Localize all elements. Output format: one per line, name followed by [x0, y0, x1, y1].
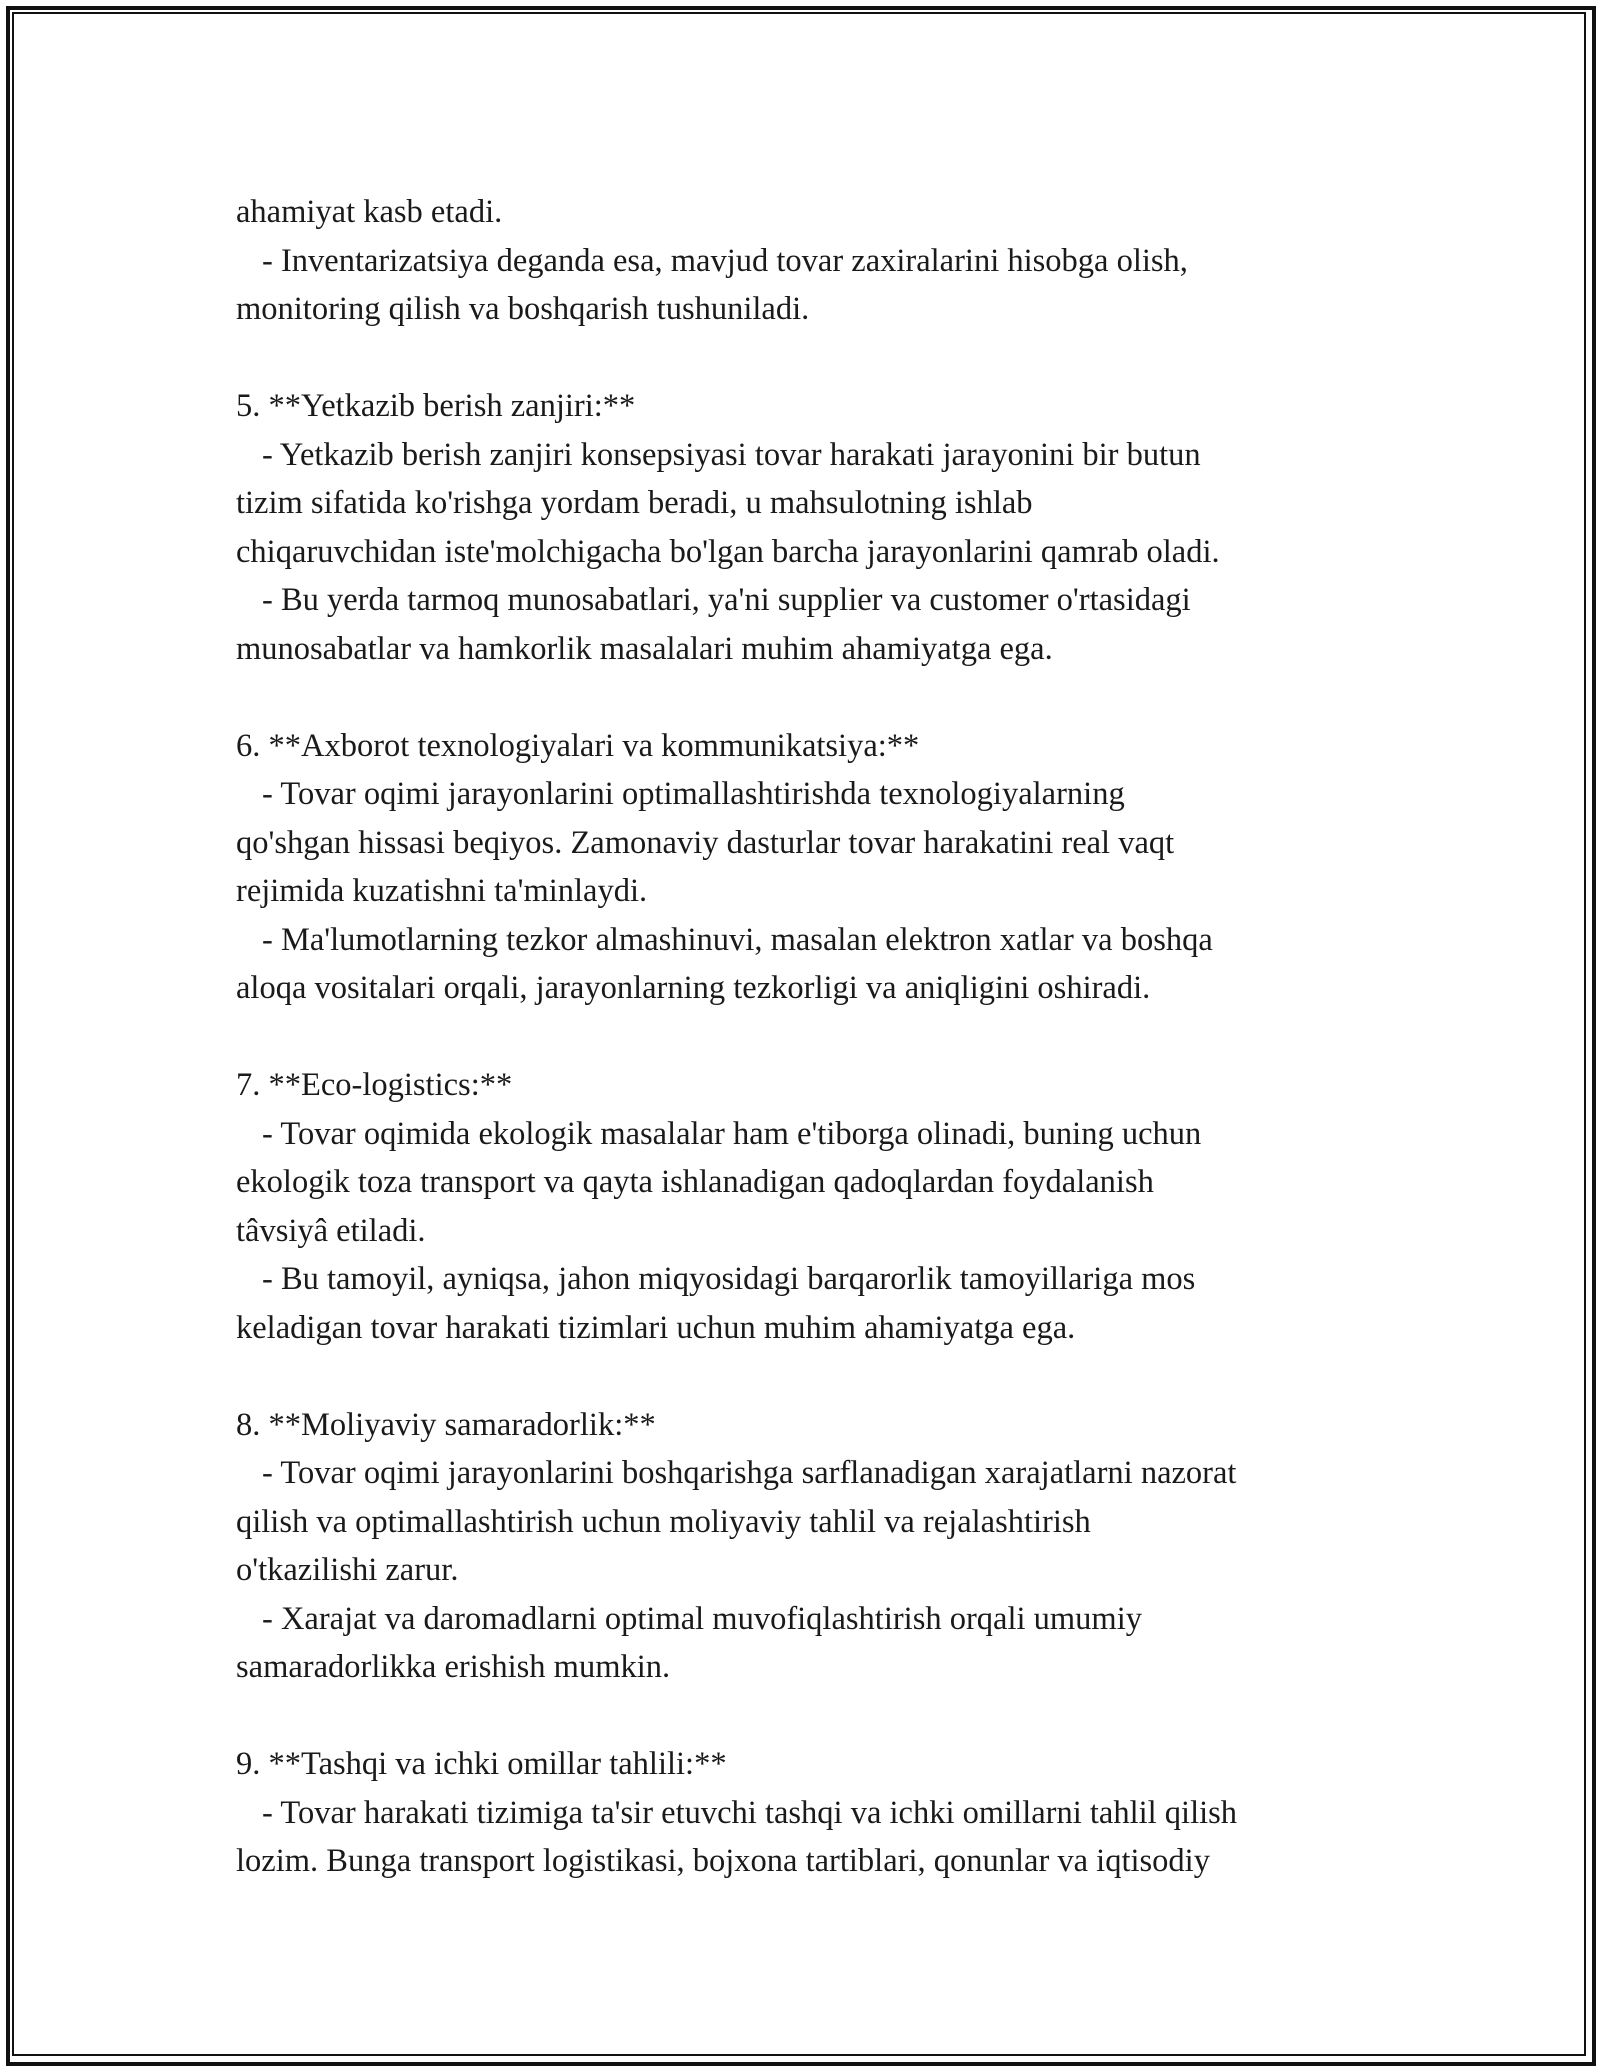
- text-line: munosabatlar va hamkorlik masalalari muhim ahamiyatga ega.: [236, 630, 1053, 667]
- text-line: monitoring qilish va boshqarish tushuniladi.: [236, 291, 810, 327]
- section-heading: 9. **Tashqi va ichki omillar tahlili:**: [236, 1746, 727, 1782]
- text-line: aloqa vositalari orqali, jarayonlarning tezkorligi va aniqligini oshiradi.: [236, 970, 1151, 1006]
- text-line: qilish va optimallashtirish uchun moliyaviy tahlil va rejalashtirish: [236, 1503, 1091, 1540]
- paragraph-gap: [236, 1013, 1416, 1062]
- paragraph-gap: [236, 673, 1416, 722]
- bullet-line: - Yetkazib berish zanjiri konsepsiyasi tovar harakati jarayonini bir butun: [262, 436, 1201, 473]
- bullet-line: - Tovar oqimi jarayonlarini optimallashtirishda texnologiyalarning: [262, 776, 1125, 812]
- bullet-line: - Tovar harakati tizimiga ta'sir etuvchi tashqi va ichki omillarni tahlil qilish: [262, 1794, 1238, 1831]
- text-line: lozim. Bunga transport logistikasi, bojxona tartiblari, qonunlar va iqtisodiy: [236, 1843, 1210, 1879]
- text-line: qo'shgan hissasi beqiyos. Zamonaviy dasturlar tovar harakatini real vaqt: [236, 824, 1175, 861]
- text-line: rejimida kuzatishni ta'minlaydi.: [236, 873, 648, 909]
- text-line: o'tkazilishi zarur.: [236, 1552, 459, 1588]
- bullet-line: - Inventarizatsiya deganda esa, mavjud tovar zaxiralarini hisobga olish,: [262, 242, 1188, 279]
- text-line: tâvsiyâ etiladi.: [236, 1212, 426, 1249]
- paragraph-gap: [236, 1352, 1416, 1401]
- document-body: [236, 188, 1416, 1886]
- text-line: ahamiyat kasb etadi.: [236, 194, 503, 230]
- section-heading: 8. **Moliyaviy samaradorlik:**: [236, 1406, 656, 1443]
- bullet-line: - Ma'lumotlarning tezkor almashinuvi, masalan elektron xatlar va boshqa: [262, 921, 1213, 958]
- section-heading: 7. **Eco-logistics:**: [236, 1067, 513, 1103]
- section-heading: 6. **Axborot texnologiyalari va kommunikatsiya:**: [236, 727, 920, 764]
- bullet-line: - Xarajat va daromadlarni optimal muvofiqlashtirish orqali umumiy: [262, 1600, 1142, 1637]
- bullet-line: - Bu yerda tarmoq munosabatlari, ya'ni supplier va customer o'rtasidagi: [262, 582, 1191, 618]
- text-line: ekologik toza transport va qayta ishlanadigan qadoqlardan foydalanish: [236, 1164, 1154, 1200]
- paragraph-gap: [236, 334, 1416, 383]
- bullet-line: - Tovar oqimi jarayonlarini boshqarishga sarflanadigan xarajatlarni nazorat: [262, 1455, 1237, 1491]
- bullet-line: - Tovar oqimida ekologik masalalar ham e'tiborga olinadi, buning uchun: [262, 1115, 1202, 1152]
- text-line: chiqaruvchidan iste'molchigacha bo'lgan barcha jarayonlarini qamrab oladi.: [236, 533, 1220, 570]
- text-line: samaradorlikka erishish mumkin.: [236, 1649, 671, 1685]
- paragraph-gap: [236, 1692, 1416, 1741]
- section-heading: 5. **Yetkazib berish zanjiri:**: [236, 388, 636, 424]
- bullet-line: - Bu tamoyil, ayniqsa, jahon miqyosidagi barqarorlik tamoyillariga mos: [262, 1261, 1196, 1297]
- text-line: tizim sifatida ko'rishga yordam beradi, u mahsulotning ishlab: [236, 485, 1033, 521]
- text-line: keladigan tovar harakati tizimlari uchun muhim ahamiyatga ega.: [236, 1309, 1076, 1346]
